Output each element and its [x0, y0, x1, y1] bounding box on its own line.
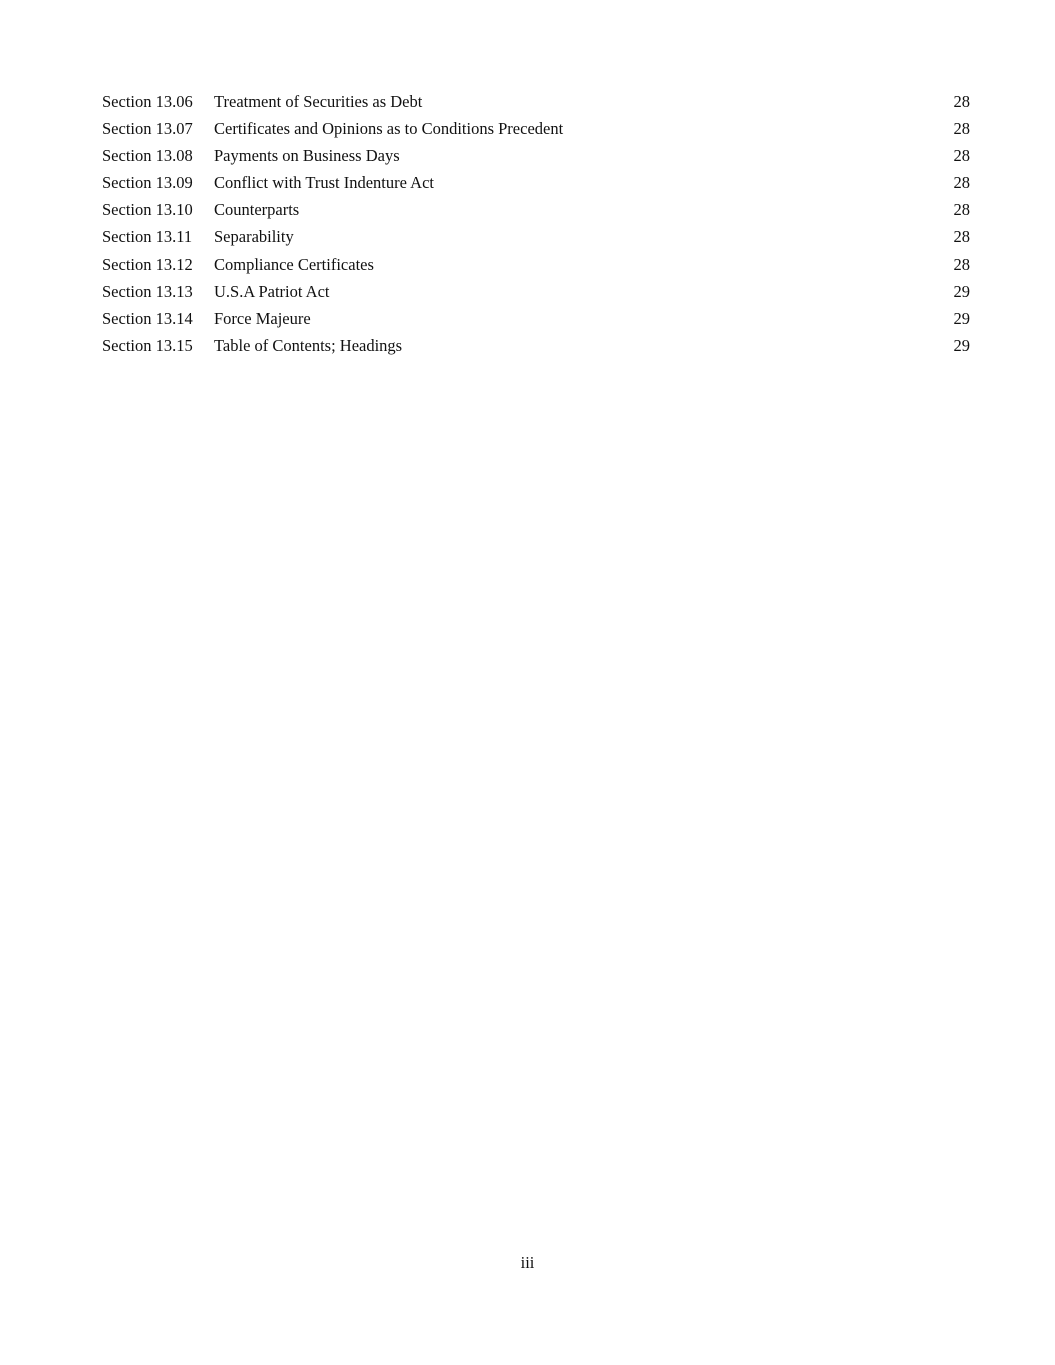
toc-entry: [102, 251, 970, 278]
toc-section-number: Section 13.15: [102, 335, 193, 355]
toc-section-title: Certificates and Opinions as to Conditions Precedent: [214, 119, 564, 139]
toc-entry: [102, 332, 970, 359]
toc-entry: [102, 223, 970, 250]
toc-section-number: Section 13.13: [102, 281, 193, 301]
toc-page-number: 29: [953, 308, 970, 328]
toc-page-number: 28: [953, 119, 970, 139]
toc-section-title: Table of Contents; Headings: [214, 335, 403, 355]
table-of-contents: [102, 88, 970, 359]
toc-section-title: Force Majeure: [214, 308, 311, 328]
toc-section-number: Section 13.08: [102, 146, 193, 166]
toc-section-number: Section 13.14: [102, 308, 193, 328]
toc-section-number: Section 13.11: [102, 227, 193, 247]
toc-section-number: Section 13.10: [102, 200, 193, 220]
toc-entry: [102, 88, 970, 115]
toc-section-title: Counterparts: [214, 200, 300, 220]
toc-section-number: Section 13.09: [102, 173, 193, 193]
toc-section-title: U.S.A Patriot Act: [214, 281, 330, 301]
toc-section-title: Payments on Business Days: [214, 146, 400, 166]
toc-page-number: 29: [953, 335, 970, 355]
toc-section-title: Treatment of Securities as Debt: [214, 92, 423, 111]
toc-section-title: Separability: [214, 227, 294, 247]
toc-page-number: 28: [953, 227, 970, 247]
toc-section-number: Section 13.06: [102, 92, 193, 111]
toc-section-title: Compliance Certificates: [214, 254, 374, 274]
toc-entry: [102, 278, 970, 305]
toc-page-number: 28: [953, 254, 970, 274]
toc-page-number: 28: [953, 173, 970, 193]
toc-entry: [102, 305, 970, 332]
toc-page-number: 29: [953, 281, 970, 301]
toc-entry: [102, 169, 970, 196]
toc-page-number: 28: [953, 92, 970, 111]
toc-entry: [102, 196, 970, 223]
toc-entry: [102, 115, 970, 142]
toc-entry: [102, 142, 970, 169]
toc-section-number: Section 13.07: [102, 119, 193, 139]
toc-section-number: Section 13.12: [102, 254, 193, 274]
toc-section-title: Conflict with Trust Indenture Act: [214, 173, 434, 193]
toc-page-number: 28: [953, 200, 970, 220]
page-footer-number: iii: [520, 1253, 535, 1272]
toc-page-number: 28: [953, 146, 970, 166]
